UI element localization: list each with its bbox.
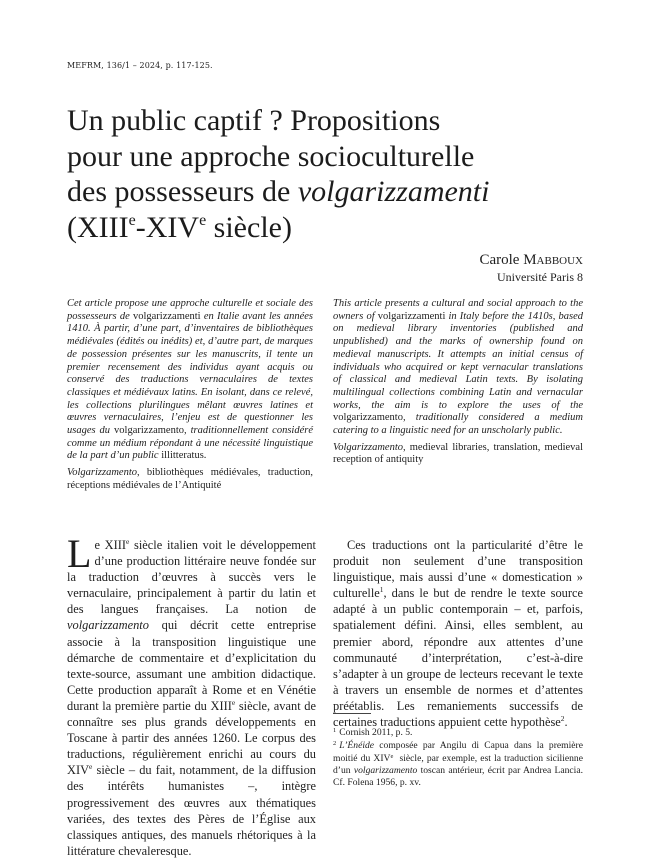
title-line-1: Un public captif ? Propositions xyxy=(67,104,441,137)
keyword-italic: Volgarizzamento xyxy=(67,467,138,479)
abstract-text xyxy=(333,298,583,438)
abstract-roman-term: illitteratus. xyxy=(161,450,207,462)
superscript: e xyxy=(125,537,130,546)
journal-reference: MEFRM, 136/1 – 2024, p. 117-125. xyxy=(67,61,213,70)
body-paragraph xyxy=(67,531,316,859)
keyword-italic: Volgarizzamento xyxy=(333,441,404,453)
body-column-right xyxy=(333,537,583,730)
abstract-roman-term: volgarizzamenti xyxy=(132,310,201,322)
abstract-english xyxy=(333,298,583,467)
text-run: e XIII xyxy=(94,538,126,552)
title-italic-term: volgarizzamenti xyxy=(297,175,490,208)
superscript: e xyxy=(199,211,207,229)
abstract-roman-term: volgarizzamento xyxy=(333,412,403,424)
footnote xyxy=(333,740,583,789)
footnote-ref[interactable]: 2 xyxy=(560,714,565,724)
keywords-list: , medieval libraries, translation, medieval reception of antiquity xyxy=(333,441,583,466)
text-run: siècle, avant de connaître ses plus grands développements en Toscane à partir des années 1260. Le corpus des traductions, régulièrement enrichi au cours du XIV xyxy=(67,698,316,778)
author-name xyxy=(479,251,583,269)
author-affiliation: Université Paris 8 xyxy=(497,270,583,284)
title-line-2: pour une approche socioculturelle xyxy=(67,139,475,173)
title-line-3 xyxy=(67,174,587,210)
abstract-roman-term: volgarizzamento xyxy=(114,425,185,437)
abstract-segment: , traditionally considered a medium catering to a linguistic need for an unscholarly public. xyxy=(333,412,583,437)
title-text: -XIV xyxy=(135,210,200,244)
footnote-text: toscan antérieur, écrit par Andrea Lancia. Cf. Folena 1956, p. xv. xyxy=(333,764,583,789)
abstract-text xyxy=(67,298,313,463)
author-first-name: Carole xyxy=(479,252,524,268)
text-run: . xyxy=(564,715,568,730)
footnote-text: Cornish 2011, p. 5. xyxy=(339,727,413,738)
footnote-text: siècle, par exemple, est la traduction sicilienne d’un xyxy=(333,752,583,776)
footnotes xyxy=(333,727,583,790)
footnote-ref[interactable]: 1 xyxy=(379,585,384,595)
superscript: e xyxy=(231,697,236,707)
footnote-italic: L’Énéide xyxy=(339,740,375,752)
abstract-segment: This article presents a cultural and social approach to the owners of xyxy=(333,298,583,322)
text-run: siècle italien voit le développement d’une production littéraire neuve fondée sur la traduction d’œuvres à succès vers le vernaculaire, principalement à partir du latin et des langues françaises. La notion de xyxy=(67,538,316,617)
text-run: qui décrit cette entreprise associe à la transposition linguistique une démarche de commentaire et d’explicitation du texte-source, assumant une ambition didactique. Cette production apparaît à Rome et en Vénétie durant la première partie du XIII xyxy=(67,618,316,713)
abstract-segment: en Italie avant les années 1410. À partir, d’une part, d’inventaires de bibliothèques médiévales (édités ou inédits) et, d’autre part, de marques de possession présentes sur les manuscrits, il tente un premier recensement des individus ayant acquis ou conservé des traductions vernaculaires de textes classiques et médiévaux latins. En isolant, dans ce relevé, les collections plurilingues mêlant œuvres latines et œuvres vernaculaires, l’enjeu est de questionner les usages du xyxy=(67,310,313,437)
text-run: , dans le but de rendre le texte source adapté à un public contemporain – et, parfois, spatialement défini. Ainsi, elles semblent, au premier abord, répondre aux attentes d’une communauté d’interprétation, c’est-à-dire s’adapter à un groupe de lecteurs recevant le texte à travers un ensemble de normes et d’attentes préétablis. Les remaniements successifs de certaines traductions appuient cette hypothèse xyxy=(333,586,583,730)
abstract-roman-term: volgarizzamenti xyxy=(377,310,446,322)
title-line-4 xyxy=(67,210,587,246)
footnote-number: 1 xyxy=(333,727,337,734)
text-run: siècle – du fait, notamment, de la diffusion des intérêts humanistes –, intègre progressivement des œuvres aux thématiques variées, des textes des Pères de l’Église aux classiques antiques, des manuels rhétoriques à la littérature chevaleresque. xyxy=(67,763,316,858)
footnote-number: 2 xyxy=(333,740,337,748)
body-paragraph xyxy=(333,537,583,730)
keywords-list: , bibliothèques médiévales, traduction, réceptions médiévales de l’Antiquité xyxy=(67,467,313,491)
italic-term: volgarizzamento xyxy=(67,618,149,633)
superscript: e xyxy=(128,211,136,229)
title-text: des possesseurs de xyxy=(67,175,298,208)
author-block xyxy=(479,251,583,285)
text-run: Ces traductions ont la particularité d’être le produit non seulement d’une transposition linguistique, mais aussi d’une « domestication » culturelle xyxy=(333,538,583,601)
footnote-divider xyxy=(333,713,371,714)
keywords-english xyxy=(333,442,583,467)
body-column-left xyxy=(67,531,316,859)
title-text: siècle) xyxy=(206,210,292,244)
abstract-segment: Cet article propose une approche culturelle et sociale des possesseurs de xyxy=(67,298,313,322)
abstract-segment: , traditionnellement considéré comme un médium répondant à une nécessité linguistique de la part d’un public xyxy=(67,425,313,462)
drop-cap: L xyxy=(67,531,92,576)
superscript: e xyxy=(89,762,93,772)
author-last-name: Mabboux xyxy=(523,252,583,268)
footnote-text: composée par Angilu di Capua dans la première moitié du XIV xyxy=(333,740,583,764)
title-text: (XIII xyxy=(67,210,129,244)
abstract-french xyxy=(67,298,313,493)
abstract-segment: in Italy before the 1410s, based on medieval library inventories (published and unpublished) and the marks of ownership found on medieval manuscripts. It attempts an initial census of individuals who acquired or kept vernacular translations of classical and medieval Latin texts. By isolating multilingual collections combining Latin and vernacular works, the aim is to explore the uses of the xyxy=(333,310,583,411)
article-title xyxy=(67,103,587,245)
superscript: e xyxy=(390,752,394,760)
keywords-french xyxy=(67,467,313,492)
footnote xyxy=(333,727,583,739)
footnote-italic: volgarizzamento xyxy=(353,764,418,776)
